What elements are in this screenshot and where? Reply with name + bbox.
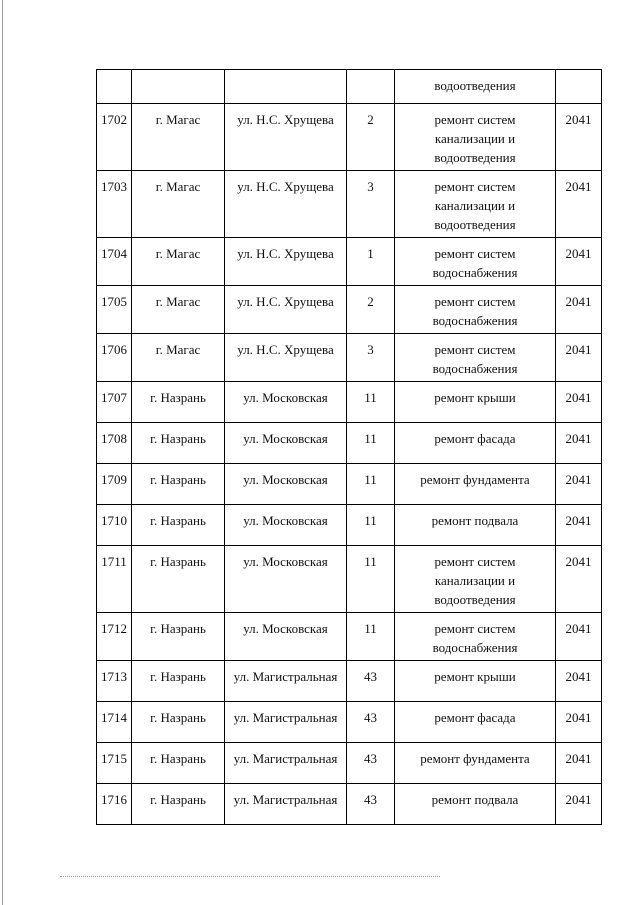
cell-year: 2041 bbox=[556, 546, 602, 613]
cell-house: 11 bbox=[347, 464, 395, 505]
cell-street: ул. Н.С. Хрущева bbox=[225, 286, 347, 334]
table-row bbox=[97, 104, 602, 171]
cell-street: ул. Московская bbox=[225, 423, 347, 464]
cell-city: г. Назрань bbox=[132, 784, 225, 825]
cell-work: ремонт систем водоснабжения bbox=[395, 334, 556, 382]
table-row bbox=[97, 784, 602, 825]
cell-num: 1712 bbox=[97, 613, 132, 661]
cell-num: 1702 bbox=[97, 104, 132, 171]
cell-year: 2041 bbox=[556, 171, 602, 238]
cell-city: г. Магас bbox=[132, 238, 225, 286]
cell-work: ремонт систем водоснабжения bbox=[395, 238, 556, 286]
cell-city: г. Магас bbox=[132, 286, 225, 334]
cell-city: г. Назрань bbox=[132, 464, 225, 505]
cell-street: ул. Н.С. Хрущева bbox=[225, 171, 347, 238]
cell-year bbox=[556, 70, 602, 104]
cell-year: 2041 bbox=[556, 784, 602, 825]
table-row bbox=[97, 743, 602, 784]
cell-num: 1714 bbox=[97, 702, 132, 743]
cell-year: 2041 bbox=[556, 423, 602, 464]
cell-num: 1708 bbox=[97, 423, 132, 464]
cell-city: г. Назрань bbox=[132, 546, 225, 613]
cell-city bbox=[132, 70, 225, 104]
cell-house: 43 bbox=[347, 743, 395, 784]
cell-house: 3 bbox=[347, 334, 395, 382]
cell-house: 43 bbox=[347, 702, 395, 743]
table-row bbox=[97, 238, 602, 286]
cell-city: г. Назрань bbox=[132, 661, 225, 702]
page-edge-line bbox=[2, 0, 3, 905]
cell-year: 2041 bbox=[556, 702, 602, 743]
cell-house: 11 bbox=[347, 546, 395, 613]
cell-house: 43 bbox=[347, 784, 395, 825]
cell-num: 1715 bbox=[97, 743, 132, 784]
cell-work: ремонт подвала bbox=[395, 505, 556, 546]
cell-year: 2041 bbox=[556, 661, 602, 702]
cell-year: 2041 bbox=[556, 464, 602, 505]
cell-house: 2 bbox=[347, 286, 395, 334]
cell-work: ремонт крыши bbox=[395, 382, 556, 423]
repair-schedule-table bbox=[96, 69, 602, 825]
table-row bbox=[97, 613, 602, 661]
cell-street: ул. Магистральная bbox=[225, 784, 347, 825]
cell-num: 1711 bbox=[97, 546, 132, 613]
cell-city: г. Назрань bbox=[132, 743, 225, 784]
table-row bbox=[97, 661, 602, 702]
cell-street: ул. Московская bbox=[225, 613, 347, 661]
cell-house: 11 bbox=[347, 505, 395, 546]
table-row bbox=[97, 423, 602, 464]
cell-work: ремонт систем канализации и водоотведения bbox=[395, 104, 556, 171]
cell-num: 1703 bbox=[97, 171, 132, 238]
cell-work: водоотведения bbox=[395, 70, 556, 104]
cell-street: ул. Магистральная bbox=[225, 702, 347, 743]
cell-work: ремонт систем канализации и водоотведения bbox=[395, 171, 556, 238]
table-row bbox=[97, 382, 602, 423]
cell-street: ул. Магистральная bbox=[225, 661, 347, 702]
table-row bbox=[97, 464, 602, 505]
cell-work: ремонт фундамента bbox=[395, 464, 556, 505]
cell-house: 1 bbox=[347, 238, 395, 286]
cell-year: 2041 bbox=[556, 382, 602, 423]
cell-street: ул. Н.С. Хрущева bbox=[225, 238, 347, 286]
cell-house: 11 bbox=[347, 423, 395, 464]
cell-city: г. Назрань bbox=[132, 382, 225, 423]
table-body bbox=[97, 70, 602, 825]
table-row bbox=[97, 505, 602, 546]
cell-work: ремонт систем канализации и водоотведения bbox=[395, 546, 556, 613]
cell-city: г. Назрань bbox=[132, 702, 225, 743]
cell-house: 3 bbox=[347, 171, 395, 238]
cell-street bbox=[225, 70, 347, 104]
cell-house bbox=[347, 70, 395, 104]
cell-num: 1709 bbox=[97, 464, 132, 505]
cell-num: 1707 bbox=[97, 382, 132, 423]
cell-house: 11 bbox=[347, 613, 395, 661]
cell-work: ремонт фундамента bbox=[395, 743, 556, 784]
cell-year: 2041 bbox=[556, 613, 602, 661]
continuation-row bbox=[97, 70, 602, 104]
cell-work: ремонт крыши bbox=[395, 661, 556, 702]
cell-num: 1713 bbox=[97, 661, 132, 702]
cell-city: г. Назрань bbox=[132, 613, 225, 661]
cell-year: 2041 bbox=[556, 743, 602, 784]
cell-street: ул. Московская bbox=[225, 464, 347, 505]
table-row bbox=[97, 286, 602, 334]
page-bottom-line bbox=[60, 876, 440, 877]
cell-street: ул. Н.С. Хрущева bbox=[225, 104, 347, 171]
cell-num: 1704 bbox=[97, 238, 132, 286]
cell-work: ремонт систем водоснабжения bbox=[395, 613, 556, 661]
cell-house: 43 bbox=[347, 661, 395, 702]
cell-house: 11 bbox=[347, 382, 395, 423]
cell-city: г. Магас bbox=[132, 171, 225, 238]
cell-num: 1716 bbox=[97, 784, 132, 825]
cell-work: ремонт фасада bbox=[395, 702, 556, 743]
cell-house: 2 bbox=[347, 104, 395, 171]
cell-year: 2041 bbox=[556, 505, 602, 546]
cell-num: 1710 bbox=[97, 505, 132, 546]
cell-work: ремонт фасада bbox=[395, 423, 556, 464]
cell-num bbox=[97, 70, 132, 104]
cell-year: 2041 bbox=[556, 286, 602, 334]
cell-city: г. Магас bbox=[132, 334, 225, 382]
cell-city: г. Назрань bbox=[132, 505, 225, 546]
cell-city: г. Магас bbox=[132, 104, 225, 171]
cell-street: ул. Московская bbox=[225, 546, 347, 613]
cell-city: г. Назрань bbox=[132, 423, 225, 464]
cell-work: ремонт систем водоснабжения bbox=[395, 286, 556, 334]
cell-year: 2041 bbox=[556, 104, 602, 171]
table-row bbox=[97, 546, 602, 613]
cell-year: 2041 bbox=[556, 238, 602, 286]
cell-work: ремонт подвала bbox=[395, 784, 556, 825]
cell-num: 1706 bbox=[97, 334, 132, 382]
cell-street: ул. Магистральная bbox=[225, 743, 347, 784]
cell-street: ул. Московская bbox=[225, 382, 347, 423]
table-row bbox=[97, 334, 602, 382]
table-row bbox=[97, 171, 602, 238]
cell-num: 1705 bbox=[97, 286, 132, 334]
cell-street: ул. Московская bbox=[225, 505, 347, 546]
table-row bbox=[97, 702, 602, 743]
cell-year: 2041 bbox=[556, 334, 602, 382]
cell-street: ул. Н.С. Хрущева bbox=[225, 334, 347, 382]
